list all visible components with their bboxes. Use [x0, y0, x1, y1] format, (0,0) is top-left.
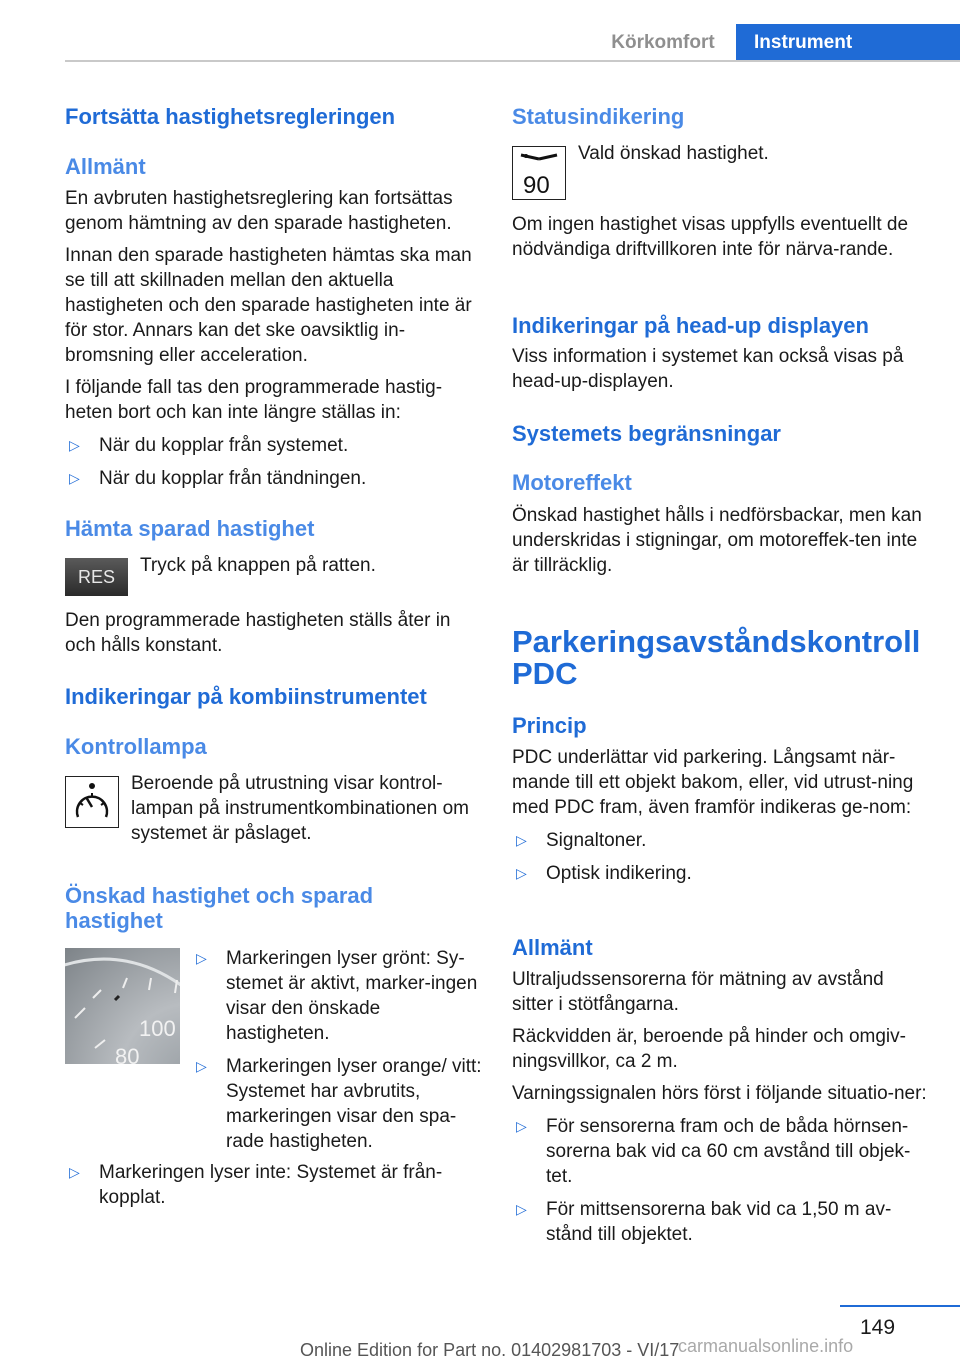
- list-item-text: Signaltoner.: [546, 830, 647, 851]
- paragraph: PDC underlättar vid parkering. Långsamt när-mande till ett objekt bakom, eller, vid utrust-ning med PDC fram, även framför indikeras ge-nom:: [512, 747, 914, 818]
- heading-pdc: [512, 626, 952, 690]
- heading-general-right: [512, 935, 927, 961]
- list-item: [512, 861, 927, 886]
- paragraph: Önskad hastighet hålls i nedförsbackar, men kan underskridas i stigningar, om motoreffek-ten inte är tillräcklig.: [512, 505, 922, 576]
- triangle-bullet-icon: ▷: [69, 1164, 80, 1180]
- paragraph: Viss information i systemet kan också visas på head-up-displayen.: [512, 346, 904, 392]
- triangle-bullet-icon: ▷: [196, 950, 207, 966]
- paragraph: Tryck på knappen på ratten.: [140, 555, 376, 576]
- edition-text: Online Edition for Part no. 01402981703 - VI/17: [300, 1340, 680, 1360]
- heading-desired-text: Önskad hastighet och sparad hastighet: [65, 883, 374, 933]
- status-text: [578, 141, 918, 166]
- heading-hud-text: Indikeringar på head-up displayen: [512, 313, 869, 338]
- res-label: RES: [77, 567, 115, 587]
- right-body-4: [512, 745, 927, 886]
- heading-desired: [65, 883, 445, 933]
- heading-limits: [512, 421, 927, 447]
- heading-resume: [65, 104, 480, 130]
- heading-status-text: Statusindikering: [512, 104, 685, 129]
- heading-motor: [512, 470, 927, 496]
- fetch-text: [140, 553, 480, 578]
- triangle-bullet-icon: ▷: [516, 865, 527, 881]
- desired-bullets: [192, 946, 482, 1154]
- heading-general-left: [65, 154, 480, 180]
- paragraph: I följande fall tas den programmerade hastig-heten bort och kan inte längre ställas in:: [65, 377, 443, 423]
- list-item: [65, 1160, 480, 1210]
- heading-indicators-text: Indikeringar på kombiinstrumentet: [65, 684, 427, 709]
- heading-pdc-text: Parkeringsavståndskontroll PDC: [512, 624, 921, 691]
- paragraph: Räckvidden är, beroende på hinder och omgiv-ningsvillkor, ca 2 m.: [512, 1026, 906, 1072]
- paragraph: Innan den sparade hastigheten hämtas ska man se till att skillnaden mellan den aktuella hastigheten och den sparade hastigheten inte är för stor. Annars kan det ske oavsiktlig in-bromsning eller acceleration.: [65, 245, 472, 366]
- list-item-text: När du kopplar från systemet.: [99, 435, 349, 456]
- list-item: [512, 1197, 927, 1247]
- page-number: 149: [860, 1316, 896, 1339]
- list-item-text: Markeringen lyser inte: Systemet är från-kopplat.: [99, 1162, 443, 1208]
- status-icon-number: 90: [523, 172, 550, 199]
- right-body-2: [512, 344, 927, 394]
- header-divider: [65, 60, 960, 62]
- cruise-control-lamp-icon: [65, 776, 119, 828]
- gauge-label-80: 80: [115, 1044, 140, 1064]
- bullet-list: [512, 828, 927, 886]
- heading-resume-text: Fortsätta hastighetsregleringen: [65, 104, 396, 129]
- left-body-1: [65, 186, 480, 491]
- res-button-icon: [65, 558, 128, 596]
- right-body-1: [512, 212, 927, 262]
- list-item: [65, 433, 480, 458]
- speed-status-icon: [512, 146, 566, 200]
- gauge-label-100: 100: [139, 1016, 176, 1041]
- triangle-bullet-icon: ▷: [516, 832, 527, 848]
- watermark[interactable]: carmanualsonline.info: [678, 1336, 854, 1356]
- paragraph: Den programmerade hastigheten ställs åter in och hålls konstant.: [65, 610, 451, 656]
- desired-bullet-off: [65, 1160, 480, 1210]
- triangle-bullet-icon: ▷: [196, 1058, 207, 1074]
- heading-lamp-text: Kontrollampa: [65, 734, 207, 759]
- paragraph: Ultraljudssensorerna för mätning av avstånd sitter i stötfångarna.: [512, 969, 884, 1015]
- lamp-text: [131, 771, 471, 846]
- right-body-5: [512, 967, 927, 1247]
- list-item: [192, 946, 482, 1046]
- heading-motor-text: Motoreffekt: [512, 470, 632, 495]
- heading-fetch: [65, 516, 480, 542]
- right-body-3: [512, 503, 927, 578]
- bullet-list: [512, 1114, 927, 1247]
- bullet-list: [65, 433, 480, 491]
- paragraph: Varningssignalen hörs först i följande situatio-ner:: [512, 1083, 927, 1104]
- left-body-2: [65, 608, 480, 658]
- heading-limits-text: Systemets begränsningar: [512, 421, 781, 446]
- heading-principle: [512, 713, 927, 739]
- heading-general-left-text: Allmänt: [65, 154, 146, 179]
- list-item: [512, 1114, 927, 1189]
- list-item-text: Markeringen lyser orange/ vitt: Systemet har avbrutits, markeringen visar den spa-rade hastigheten.: [226, 1056, 482, 1152]
- triangle-bullet-icon: ▷: [516, 1118, 527, 1134]
- list-item: [512, 828, 927, 853]
- heading-principle-text: Princip: [512, 713, 587, 738]
- list-item-text: Optisk indikering.: [546, 863, 692, 884]
- list-item-text: För sensorerna fram och de båda hörnsen-sorerna bak vid ca 60 cm avstånd till objek-tet.: [546, 1116, 911, 1187]
- heading-lamp: [65, 734, 480, 760]
- triangle-bullet-icon: ▷: [516, 1201, 527, 1217]
- tab-instrument[interactable]: Instrument: [736, 24, 960, 62]
- paragraph: Om ingen hastighet visas uppfylls eventuellt de nödvändiga driftvillkoren inte för närva-rande.: [512, 214, 909, 260]
- heading-status: [512, 104, 927, 130]
- heading-fetch-text: Hämta sparad hastighet: [65, 516, 315, 541]
- speedometer-gauge-image: [65, 948, 180, 1064]
- paragraph: Beroende på utrustning visar kontrol-lampan på instrumentkombinationen om systemet är påslaget.: [131, 773, 469, 844]
- footer-divider: [840, 1305, 960, 1307]
- list-item-text: När du kopplar från tändningen.: [99, 468, 367, 489]
- list-item-text: För mittsensorerna bak vid ca 1,50 m av-stånd till objektet.: [546, 1199, 892, 1245]
- list-item: [65, 466, 480, 491]
- heading-general-right-text: Allmänt: [512, 935, 593, 960]
- list-item-text: Markeringen lyser grönt: Sy-stemet är aktivt, marker-ingen visar den önskade hastigheten.: [226, 948, 478, 1044]
- triangle-bullet-icon: ▷: [69, 470, 80, 486]
- tab-korkomfort[interactable]: Körkomfort: [590, 24, 736, 62]
- list-item: [192, 1054, 482, 1154]
- paragraph: En avbruten hastighetsreglering kan fortsättas genom hämtning av den sparade hastigheten.: [65, 188, 453, 234]
- paragraph: Vald önskad hastighet.: [578, 143, 769, 164]
- triangle-bullet-icon: ▷: [69, 437, 80, 453]
- heading-hud: [512, 313, 927, 339]
- heading-indicators: [65, 684, 480, 710]
